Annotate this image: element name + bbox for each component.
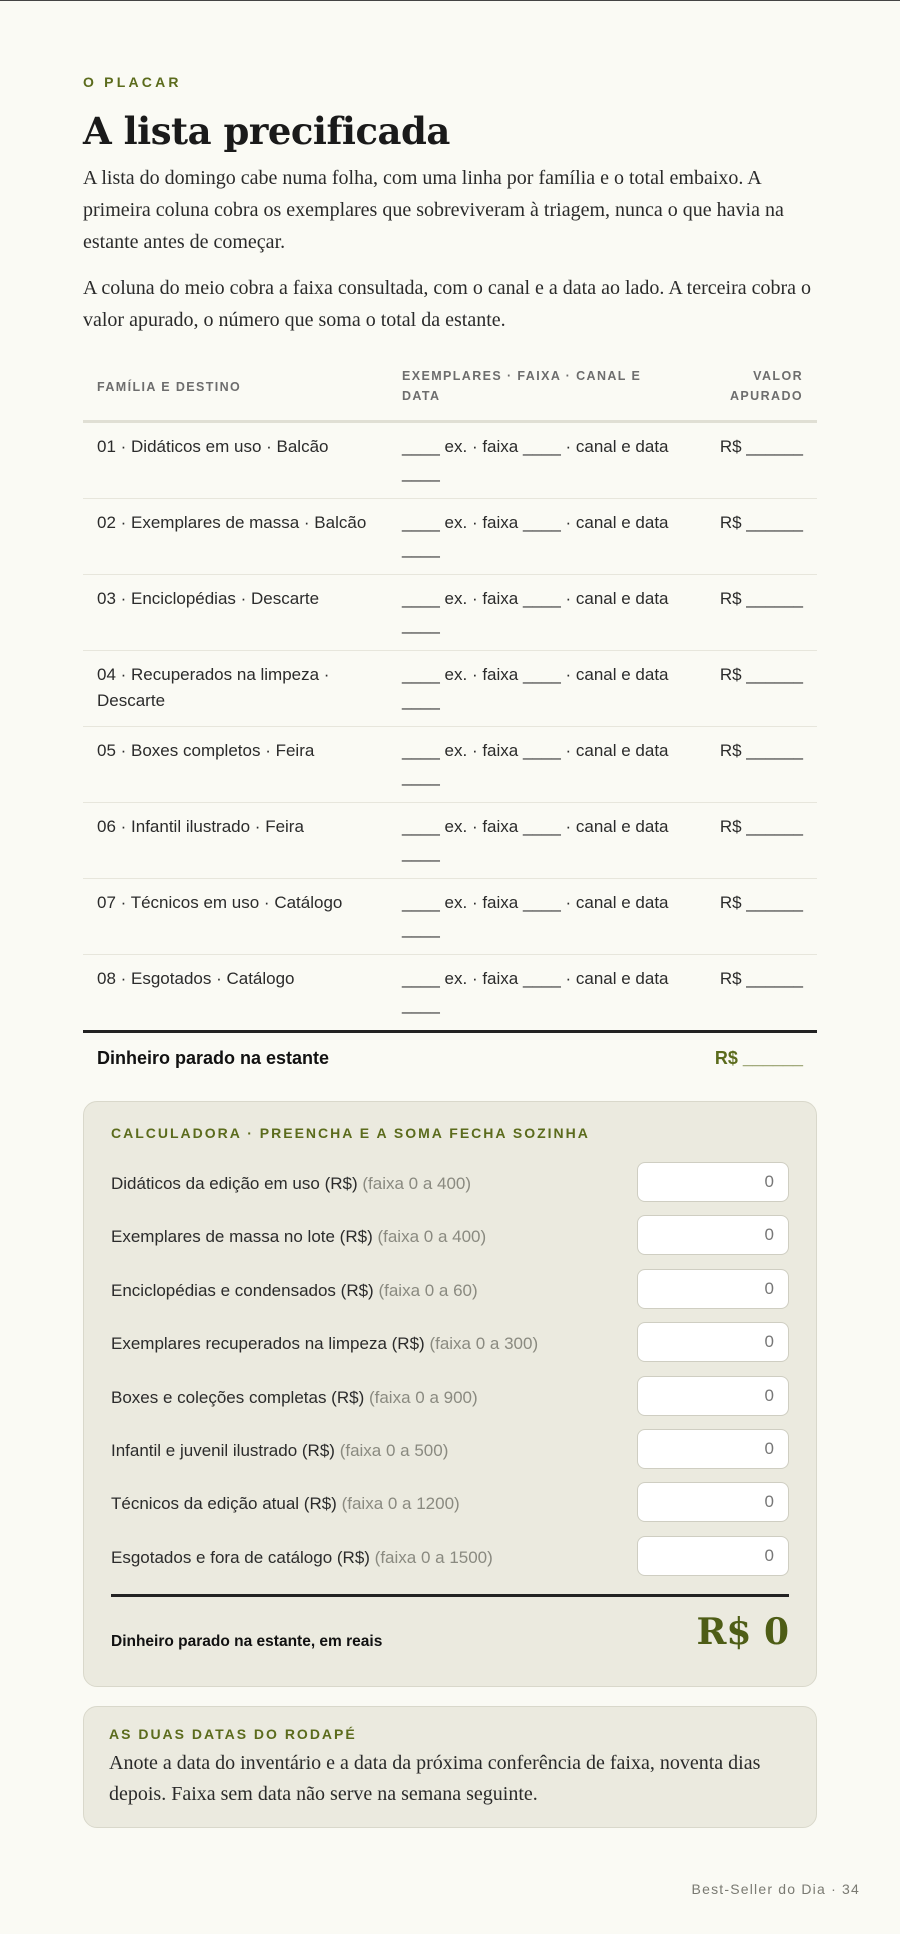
calculator-heading: CALCULADORA · PREENCHA E A SOMA FECHA SOZINHA bbox=[111, 1125, 590, 1141]
calculator-range: (faixa 0 a 300) bbox=[429, 1334, 539, 1354]
tecnicos-input[interactable] bbox=[637, 1482, 789, 1522]
dates-note bbox=[83, 1706, 817, 1828]
intro-paragraph-1: A lista do domingo cabe numa folha, com uma linha por família e o total embaixo. A primeira coluna cobra os exemplares que sobreviveram à triagem, nunca o que havia na estante antes de começar. bbox=[83, 167, 784, 253]
price-table bbox=[83, 362, 817, 1086]
table-row bbox=[83, 879, 817, 955]
column-header-value: VALOR APURADO bbox=[730, 369, 803, 403]
row-detail: ____ ex. · faixa ____ · canal e data ____ bbox=[402, 589, 669, 634]
calculator-range: (faixa 0 a 1200) bbox=[341, 1494, 460, 1514]
calculator-label-text: Didáticos da edição em uso (R$) bbox=[111, 1174, 358, 1193]
page-title: A lista precificada bbox=[83, 109, 450, 153]
row-family: 07 · Técnicos em uso · Catálogo bbox=[97, 893, 343, 912]
table-row bbox=[83, 499, 817, 575]
row-family: 01 · Didáticos em uso · Balcão bbox=[97, 437, 329, 456]
row-family: 08 · Esgotados · Catálogo bbox=[97, 969, 295, 988]
row-detail: ____ ex. · faixa ____ · canal e data ____ bbox=[402, 665, 669, 710]
row-value: R$ ______ bbox=[719, 513, 803, 532]
table-row bbox=[83, 803, 817, 879]
table-total-label: Dinheiro parado na estante bbox=[97, 1048, 330, 1068]
row-value: R$ ______ bbox=[719, 437, 803, 456]
calculator-row bbox=[111, 1374, 789, 1427]
row-detail: ____ ex. · faixa ____ · canal e data ____ bbox=[402, 893, 669, 938]
row-detail: ____ ex. · faixa ____ · canal e data ____ bbox=[402, 817, 669, 862]
calculator-row-label bbox=[111, 1281, 478, 1301]
table-total-value: R$ ______ bbox=[714, 1048, 803, 1068]
row-family: 05 · Boxes completos · Feira bbox=[97, 741, 315, 760]
calculator-divider bbox=[111, 1594, 789, 1597]
calculator-range: (faixa 0 a 500) bbox=[339, 1440, 449, 1460]
enciclopedias-input[interactable] bbox=[637, 1269, 789, 1309]
calculator-row bbox=[111, 1480, 789, 1533]
calculator-row bbox=[111, 1427, 789, 1480]
calculator-row-label bbox=[111, 1334, 538, 1354]
esgotados-input[interactable] bbox=[637, 1536, 789, 1576]
table-row bbox=[83, 575, 817, 651]
calculator-row-label bbox=[111, 1441, 448, 1461]
calculator-row-label bbox=[111, 1227, 486, 1247]
calculator-row-label bbox=[111, 1388, 478, 1408]
row-detail: ____ ex. · faixa ____ · canal e data ____ bbox=[402, 513, 669, 558]
recuperados-input[interactable] bbox=[637, 1322, 789, 1362]
row-detail: ____ ex. · faixa ____ · canal e data ____ bbox=[402, 437, 669, 482]
page-footer: Best-Seller do Dia · 34 bbox=[691, 1881, 860, 1897]
calculator-panel bbox=[83, 1101, 817, 1687]
table-total-row bbox=[83, 1030, 817, 1086]
calculator-row bbox=[111, 1320, 789, 1373]
column-header-detail: EXEMPLARES · FAIXA · CANAL E DATA bbox=[402, 369, 642, 403]
calculator-label-text: Enciclopédias e condensados (R$) bbox=[111, 1280, 374, 1300]
calculator-row bbox=[111, 1213, 789, 1266]
table-header bbox=[83, 362, 817, 423]
massa-input[interactable] bbox=[637, 1215, 789, 1255]
calculator-row-label bbox=[111, 1494, 460, 1514]
didaticos-input[interactable] bbox=[637, 1162, 789, 1202]
infantil-input[interactable] bbox=[637, 1429, 789, 1469]
calculator-total-label: Dinheiro parado na estante, em reais bbox=[111, 1633, 383, 1650]
calculator-label-text: Exemplares de massa no lote (R$) bbox=[111, 1227, 373, 1247]
row-family: 04 · Recuperados na limpeza · Descarte bbox=[97, 665, 330, 710]
column-header-family: FAMÍLIA E DESTINO bbox=[97, 380, 242, 394]
calculator-range: (faixa 0 a 60) bbox=[378, 1280, 478, 1300]
calculator-row-label bbox=[111, 1174, 471, 1194]
table-row bbox=[83, 955, 817, 1030]
calculator-label-text: Infantil e juvenil ilustrado (R$) bbox=[111, 1440, 335, 1460]
note-heading: AS DUAS DATAS DO RODAPÉ bbox=[109, 1726, 357, 1742]
calculator-total-value: R$ 0 bbox=[696, 1611, 789, 1653]
note-body: Anote a data do inventário e a data da próxima conferência de faixa, noventa dias depois. Faixa sem data não serve na semana seguinte. bbox=[109, 1752, 761, 1805]
calculator-range: (faixa 0 a 400) bbox=[362, 1174, 472, 1193]
calculator-row-label bbox=[111, 1548, 493, 1568]
calculator-label-text: Esgotados e fora de catálogo (R$) bbox=[111, 1547, 370, 1567]
row-value: R$ ______ bbox=[719, 741, 803, 760]
row-value: R$ ______ bbox=[719, 665, 803, 684]
row-value: R$ ______ bbox=[719, 969, 803, 988]
calculator-label-text: Técnicos da edição atual (R$) bbox=[111, 1494, 337, 1514]
table-row bbox=[83, 727, 817, 803]
top-rule bbox=[0, 0, 900, 1]
row-value: R$ ______ bbox=[719, 893, 803, 912]
calculator-label-text: Exemplares recuperados na limpeza (R$) bbox=[111, 1334, 425, 1354]
intro-paragraph-2: A coluna do meio cobra a faixa consultada, com o canal e a data ao lado. A terceira cobra o valor apurado, o número que soma o total da estante. bbox=[83, 277, 812, 331]
row-family: 06 · Infantil ilustrado · Feira bbox=[97, 817, 304, 836]
calculator-range: (faixa 0 a 900) bbox=[368, 1387, 478, 1407]
row-family: 02 · Exemplares de massa · Balcão bbox=[97, 513, 367, 532]
calculator-range: (faixa 0 a 1500) bbox=[374, 1547, 493, 1567]
calculator-row bbox=[111, 1267, 789, 1320]
section-kicker: O PLACAR bbox=[83, 74, 182, 90]
calculator-label-text: Boxes e coleções completas (R$) bbox=[111, 1387, 365, 1407]
calculator-rows bbox=[111, 1160, 789, 1587]
row-family: 03 · Enciclopédias · Descarte bbox=[97, 589, 320, 608]
row-detail: ____ ex. · faixa ____ · canal e data ____ bbox=[402, 741, 669, 786]
row-value: R$ ______ bbox=[719, 589, 803, 608]
calculator-row bbox=[111, 1160, 789, 1213]
row-value: R$ ______ bbox=[719, 817, 803, 836]
table-row bbox=[83, 423, 817, 499]
boxes-input[interactable] bbox=[637, 1376, 789, 1416]
calculator-row bbox=[111, 1534, 789, 1587]
row-detail: ____ ex. · faixa ____ · canal e data ____ bbox=[402, 969, 669, 1014]
calculator-range: (faixa 0 a 400) bbox=[377, 1227, 487, 1247]
table-row bbox=[83, 651, 817, 727]
